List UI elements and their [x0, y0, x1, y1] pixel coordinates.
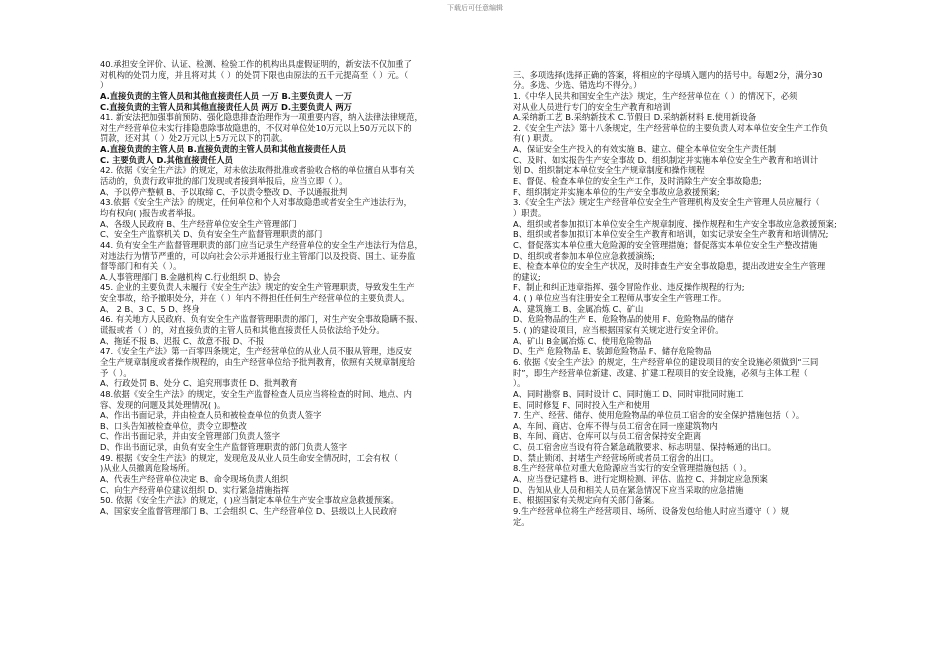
text-line: 1.《中华人民共和国安全生产法》规定，生产经营单位在（ ）的情况下，必须 [513, 90, 798, 101]
text-line: D、组织或者参加本单位应急救援演练; [513, 250, 655, 261]
right-column [513, 59, 889, 527]
text-line: 46. 有关地方人民政府、负有安全生产监督管理职责的部门，对生产安全事故隐瞒不报、 [100, 314, 423, 325]
text-line: 予（ ）。 [100, 367, 132, 378]
text-line: 9.生产经营单位将生产经营项目、场所、设备发包给他人时应当遵守（ ）规 [513, 505, 790, 516]
text-line: 40.承担安全评价、认证、检测、检验工作的机构出具虚假证明的，新安法不仅加重了 [100, 59, 412, 69]
text-line [513, 59, 889, 70]
text-line: A、各级人民政府 B、生产经营单位安全生产管理部门 [100, 218, 297, 229]
text-line: A、组织或者参加拟订本单位安全生产规章制度、操作规程和生产安全事故应急救援预案; [513, 218, 837, 229]
text-line: A、行政处罚 B、处分 C、追究刑事责任 D、批判教育 [100, 378, 298, 389]
text-line: 安全事故，给予撤职处分，并在（ ）年内不得担任任何生产经营单位的主要负责人。 [100, 293, 410, 304]
text-line: 活动的，负责行政审批的部门发现或者接到举报后，应当立即（ ）。 [100, 176, 348, 187]
text-line: 6. 依据《安全生产法》的规定，生产经营单位的建设项目的安全设施必须做到“三同 [513, 356, 819, 367]
text-line: 2.《安全生产法》第十八条规定，生产经营单位的主要负责人对本单位安全生产工作负 [513, 122, 828, 133]
text-line: C、及时、如实报告生产安全事故 D、组织制定并实施本单位安全生产教育和培训计 [513, 154, 819, 165]
text-line: C、督促落实本单位重大危险源的安全管理措施；督促落实本单位安全生产整改措施 [513, 239, 818, 250]
text-line: A、同时勘察 B、同时设计 C、同时施工 D、同时审批同时施工 [513, 388, 744, 399]
text-line: 50. 依据《安全生产法》的规定，( )应当制定本单位生产安全事故应急救援预案。 [100, 495, 399, 506]
text-line: 8.生产经营单位对重大危险源应当实行的安全管理措施包括（ ）。 [513, 463, 752, 474]
text-line: 45. 企业的主要负责人未履行《安全生产法》规定的安全生产管理职责，导致发生生产 [100, 282, 415, 293]
text-line: C、作出书面记录，并由安全管理部门负责人签字 [100, 431, 281, 442]
text-line: A.采纳新工艺 B.采纳新技术 C.节假日 D.采纳新材料 E.使用新设备 [513, 112, 757, 123]
text-line: A、国家安全监督管理部门 B、工会组织 C、生产经营单位 D、县级以上人民政府 [100, 505, 397, 516]
text-line: 定。 [513, 516, 530, 527]
text-line: D、禁止锁闭、封堵生产经营场所或者员工宿舍的出口。 [513, 452, 719, 463]
text-line: C、员工宿舍应当设有符合紧急疏散要求、标志明显、保持畅通的出口。 [513, 442, 776, 453]
text-line: 7. 生产、经营、储存、使用危险物品的单位员工宿舍的安全保护措施包括（ ）。 [513, 410, 805, 421]
text-line: 48.依据《安全生产法》的规定，安全生产监督检查人员应当将检查的时间、地点、内 [100, 388, 412, 399]
text-line: F、组织制定并实施本单位的生产安全事故应急救援预案; [513, 186, 720, 197]
text-line: E、督促、检查本单位的安全生产工作，及时消除生产安全事故隐患; [513, 176, 762, 187]
text-line: 42. 依据《安全生产法》的规定，对未依法取得批准或者验收合格的单位擅自从事有关 [100, 165, 415, 176]
text-line: 对违法行为情节严重的，可以向社会公示并通报行业主管部门以及投资、国土、证券监 [100, 250, 416, 261]
text-line: A、 2 B、3 C、5 D、终身 [100, 303, 200, 314]
text-line: B、组织或者参加拟订本单位安全生产教育和培训，如实记录安全生产教育和培训情况; [513, 229, 829, 240]
text-line: F、制止和纠正违章指挥、强令冒险作业、违反操作规程的行为; [513, 282, 745, 293]
text-line: 均有权向( )报告或者举报。 [100, 207, 201, 218]
text-line: D、告知从业人员和相关人员在紧急情况下应当采取的应急措施 [513, 484, 744, 495]
text-line: A、车间、商店、仓库不得与员工宿舍在同一座建筑物内 [513, 420, 718, 431]
text-line: 对生产经营单位未实行排隐患除事故隐患的，不仅对单位处10万元以上50万元以下的 [100, 122, 412, 133]
text-line: A、应当登记建档 B、进行定期检测、评估、监控 C、并制定应急预案 [513, 473, 768, 484]
text-line: A、矿山 B金属冶炼 C、使用危险物品 [513, 335, 652, 346]
text-line: C、向生产经营单位建议组织 D、实行紧急措施指挥 [100, 484, 290, 495]
text-line: 罚款，还对其（ ）处2万元以上5万元以下的罚款。 [100, 133, 288, 144]
text-line: B、车间、商店、仓库可以与员工宿舍保持安全距离 [513, 431, 702, 442]
text-line: A、建筑施工 B、金属冶炼 C、矿山 [513, 303, 644, 314]
text-line: E、同时修复 F、同时投入生产和使用 [513, 399, 651, 410]
text-line: 41. 新安法把加强事前预防、强化隐患排查治理作为一项重要内容，纳入法律法律规范， [100, 112, 423, 123]
text-line: C、安全生产监察机关 D、负有安全生产监督管理职责的部门 [100, 229, 323, 240]
text-line: E、根据国家有关规定向有关部门备案。 [513, 495, 660, 506]
text-line: 有( ) 职责。 [513, 133, 558, 144]
text-line: 49. 根据《安全生产法》的规定，发现危及从业人员生命安全情况时，工会有权（ [100, 452, 398, 463]
text-line: A、作出书面记录，并由检查人员和被检查单位的负责人签字 [100, 410, 322, 421]
text-line: ）。 [513, 378, 526, 389]
watermark: 下载后可任意编辑 [447, 4, 503, 12]
text-line: ） [100, 80, 109, 91]
text-line: )从业人员撤离危险场所。 [100, 463, 195, 474]
text-line: A、拖延不报 B、迟报 C、故意不报 D、不报 [100, 335, 265, 346]
text-line: 5. ( )的建设项目，应当根据国家有关规定进行安全评价。 [513, 325, 724, 336]
text-line: 三、多项选择(选择正确的答案，将相应的字母填入题内的括号中。每题2分，满分30 [513, 69, 823, 80]
text-line: C. 主要负责人 D.其他直接责任人员 [100, 154, 233, 165]
text-line: 时”，即生产经营单位新建、改建、扩建工程项目的安全设施，必须与主体工程（ [513, 367, 808, 378]
text-line: 对从业人员进行专门的安全生产教育和培训 [513, 101, 671, 112]
text-line: A、保证安全生产投入的有效实施 B、建立、健全本单位安全生产责任制 [513, 144, 776, 155]
text-line: A、代表生产经营单位决定 B、命令现场负责人组织 [100, 473, 289, 484]
text-line: 容、发现的问题及其处理情况( )。 [100, 399, 226, 410]
text-line: 44. 负有安全生产监督管理职责的部门应当记录生产经营单位的安全生产违法行为信息， [100, 239, 423, 250]
text-line: B、口头告知被检查单位，责令立即整改 [100, 420, 247, 431]
text-line: A、予以停产整顿 B、予以取缔 C、予以责令整改 D、予以通报批判 [100, 186, 348, 197]
text-line: A.人事管理部门 B.金融机构 C.行业组织 D、协会 [100, 271, 281, 282]
text-line: 43.依据《安全生产法》的规定，任何单位和个人对事故隐患或者安全生产违法行为， [100, 197, 412, 208]
text-line: 全生产规章制度或者操作规程的，由生产经营单位给予批判教育，依照有关规章制度给 [100, 356, 416, 367]
text-line: C.直接负责的主管人员和其他直接责任人员 两万 D.主要负责人 两万 [100, 101, 352, 112]
text-line: D、作出书面记录，由负有安全生产监督管理职责的部门负责人签字 [100, 442, 348, 453]
text-line: 划 D、组织制定本单位安全生产规章制度和操作规程 [513, 165, 705, 176]
text-line: D、生产 危险物品 E、装卸危险物品 F、储存危险物品 [513, 346, 712, 357]
left-column [100, 59, 472, 517]
text-line: 47.《安全生产法》第一百零四条规定，生产经营单位的从业人员不服从管理，违反安 [100, 346, 412, 357]
text-line: 3.《安全生产法》规定生产经营单位安全生产管理机构及安全生产管理人员应履行（ [513, 197, 820, 208]
text-line: 分。多选、少选、错选均不得分。） [513, 80, 642, 91]
text-line: 督等部门和有关（ ）。 [100, 261, 182, 272]
text-line: 谎报或者（ ）的，对直接负责的主管人员和其他直接责任人员依法给予处分。 [100, 325, 385, 336]
text-line: ）职责。 [513, 207, 547, 218]
text-line: D、危险物品的生产 E、危险物品的使用 F、危险物品的储存 [513, 314, 734, 325]
text-line: 对机构的处罚力度，并且将对其（ ）的处罚下限也由原法的五千元提高至（ ）元。（ [100, 69, 409, 80]
text-line: E、检查本单位的安全生产状况，及时排查生产安全事故隐患，提出改进安全生产管理 [513, 261, 826, 272]
text-line: 4. ( ) 单位应当有注册安全工程师从事安全生产管理工作。 [513, 293, 727, 304]
text-line: A.直接负责的主管人员 B.直接负责的主管人员和其他直接责任人员 [100, 144, 347, 155]
text-line: A.直接负责的主管人员和其他直接责任人员 一万 B.主要负责人 一万 [100, 90, 352, 101]
text-line: 的建议; [513, 271, 541, 282]
